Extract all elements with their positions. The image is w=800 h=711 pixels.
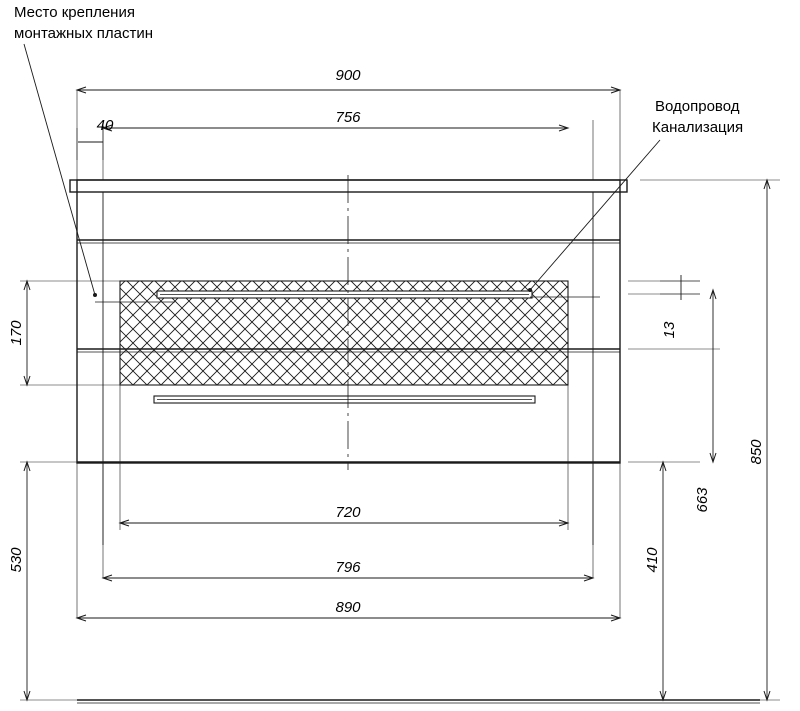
dim-170	[8, 281, 27, 385]
dim-756-label: 756	[335, 109, 361, 126]
dim-663-label: 663	[694, 487, 711, 513]
drawer-handle-lower	[154, 396, 535, 403]
leader-mount-plates	[24, 44, 175, 302]
dim-410	[644, 462, 663, 700]
dim-40	[77, 117, 114, 160]
annotation-plumbing-line1: Водопровод	[655, 98, 740, 115]
annotation-mount-plates-line1: Место крепления	[14, 4, 135, 21]
dim-850-label: 850	[748, 439, 765, 465]
cabinet-outline	[70, 180, 760, 703]
dim-900	[77, 67, 620, 90]
dim-720	[120, 504, 568, 523]
dim-796	[103, 559, 593, 578]
dim-170-label: 170	[8, 320, 25, 346]
drawer-handle-upper	[157, 291, 532, 298]
dim-13	[660, 275, 700, 338]
dim-796-label: 796	[335, 559, 361, 576]
dim-890	[77, 599, 620, 618]
dim-900-label: 900	[335, 67, 361, 84]
leader-plumbing	[528, 140, 660, 297]
dim-720-label: 720	[335, 504, 361, 521]
dim-410-label: 410	[644, 547, 661, 573]
annotation-mount-plates-line2: монтажных пластин	[14, 25, 153, 42]
dim-40-label: 40	[96, 117, 114, 134]
dim-850	[748, 180, 767, 700]
dim-13-label: 13	[661, 321, 678, 339]
dim-756	[103, 109, 568, 128]
annotation-plumbing-line2: Канализация	[652, 119, 744, 136]
dim-530-label: 530	[8, 547, 25, 573]
dim-663	[694, 290, 713, 513]
extension-lines	[20, 90, 780, 700]
dim-890-label: 890	[335, 599, 361, 616]
dim-530	[8, 462, 27, 700]
